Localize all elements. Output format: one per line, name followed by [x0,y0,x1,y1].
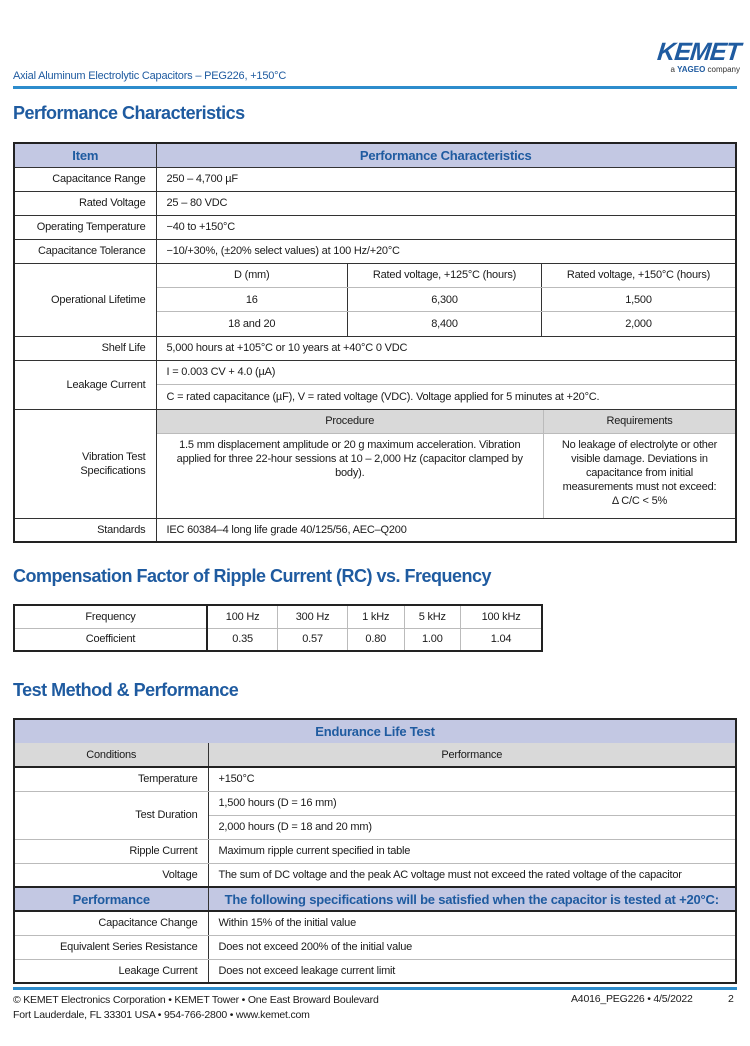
subtable-header: D (mm) [157,264,348,288]
row-label: Ripple Current [14,839,208,863]
table-row [14,959,736,983]
leakage-note: C = rated capacitance (µF), V = rated voltage (VDC). Voltage applied for 5 minutes at +20°C. [166,390,600,403]
row-value: Maximum ripple current specified in table [208,839,736,863]
subtable-cell: 6,300 [348,288,542,312]
row-label: Frequency [14,605,207,628]
coefficient-cell: 0.35 [207,628,278,651]
row-label: Shelf Life [14,336,156,360]
row-label: Capacitance Range [14,167,156,191]
row-label: Vibration Test Specifications [14,409,156,518]
page-number: 2 [728,993,734,1005]
frequency-cell: 5 kHz [404,605,461,628]
table-title: Endurance Life Test [14,719,736,743]
row-label: Operational Lifetime [14,263,156,336]
row-label: Equivalent Series Resistance [14,935,208,959]
row-label: Leakage Current [14,360,156,409]
subtable-cell: 16 [157,288,348,312]
row-label: Leakage Current [14,959,208,983]
row-value: 25 – 80 VDC [156,191,736,215]
row-value: 5,000 hours at +105°C or 10 years at +40°C 0 VDC [156,336,736,360]
column-header-performance: Performance Characteristics [156,143,736,167]
row-value: −40 to +150°C [156,215,736,239]
row-value: IEC 60384–4 long life grade 40/125/56, AEC–Q200 [156,518,736,542]
row-label: Voltage [14,863,208,887]
table-row-vibration [14,409,736,518]
table-row-lifetime [14,263,736,336]
row-label: Test Duration [14,791,208,839]
ripple-table [13,604,543,652]
row-label: Capacitance Tolerance [14,239,156,263]
frequency-cell: 100 kHz [461,605,542,628]
section-title-performance: Performance Characteristics [13,103,245,123]
row-value: Does not exceed leakage current limit [218,964,396,977]
frequency-cell: 1 kHz [347,605,404,628]
leakage-formula: I = 0.003 CV + 4.0 (µA) [157,361,736,385]
subtable-cell: 8,400 [348,312,542,336]
footer-divider [13,987,737,990]
row-value: 1,500 hours (D = 16 mm) [208,791,736,815]
header-divider [13,86,737,89]
subtable-header: Rated voltage, +150°C (hours) [542,264,736,288]
procedure-text: 1.5 mm displacement amplitude or 20 g maximum acceleration. Vibration applied for three 22-hour sessions at 10 – 2,000 Hz (capacitor clamped by body). [176,439,523,479]
section-title-test-method: Test Method & Performance [13,680,239,700]
table-row [14,935,736,959]
table-header-row [14,143,736,167]
logo-tagline: a YAGEO company [670,65,740,74]
row-value: Within 15% of the initial value [208,911,736,935]
document-title: Axial Aluminum Electrolytic Capacitors – PEG226, +150°C [13,70,287,82]
performance-header-text: The following specifications will be satisfied when the capacitor is tested at +20°C: [208,887,736,911]
coefficient-cell: 0.80 [347,628,404,651]
row-value: +150°C [208,767,736,791]
subtable-header: Rated voltage, +125°C (hours) [348,264,542,288]
column-header-procedure: Procedure [157,410,544,434]
coefficient-cell: 1.00 [404,628,461,651]
row-label: Capacitance Change [14,911,208,935]
table-row [14,336,736,360]
row-value: The sum of DC voltage and the peak AC voltage must not exceed the rated voltage of the capacitor [208,863,736,887]
coefficient-cell: 0.57 [278,628,348,651]
section-title-ripple: Compensation Factor of Ripple Current (RC) vs. Frequency [13,566,492,586]
requirements-text: No leakage of electrolyte or other visible damage. Deviations in capacitance from initial measurements must not exceed: Δ C/C < 5% [544,434,736,518]
subtable-cell: 1,500 [542,288,736,312]
row-value: 250 – 4,700 µF [156,167,736,191]
table-row [14,239,736,263]
performance-table [13,142,737,543]
table-row-leakage [14,360,736,409]
endurance-table [13,718,737,984]
frequency-row [14,605,542,628]
frequency-cell: 100 Hz [207,605,278,628]
table-row [14,839,736,863]
logo-wordmark: KEMET [656,38,742,66]
column-header-performance: Performance [208,743,736,767]
table-row [14,167,736,191]
row-label: Standards [14,518,156,542]
coefficient-row [14,628,542,651]
table-row [14,215,736,239]
kemet-logo [636,40,740,75]
subtable-cell: 18 and 20 [228,317,276,330]
column-header-item: Item [14,143,156,167]
row-value: Does not exceed 200% of the initial value [208,935,736,959]
footer-doc-code: A4016_PEG226 • 4/5/2022 [571,993,693,1005]
row-value: −10/+30%, (±20% select values) at 100 Hz/+20°C [156,239,736,263]
subtable-cell: 2,000 [542,312,736,336]
column-header-conditions: Conditions [14,743,208,767]
performance-header-label: Performance [14,887,208,911]
frequency-cell: 300 Hz [278,605,348,628]
table-row [14,911,736,935]
table-row [14,791,736,815]
lifetime-subtable [157,264,736,336]
table-row [14,863,736,887]
row-value: 2,000 hours (D = 18 and 20 mm) [208,815,736,839]
coefficient-cell: 1.04 [461,628,542,651]
row-label: Coefficient [85,633,136,646]
table-row [14,767,736,791]
footer-address: © KEMET Electronics Corporation • KEMET Tower • One East Broward Boulevard Fort Lauderdale, FL 33301 USA • 954-766-2800 • www.kemet.com [13,994,379,1021]
row-label: Rated Voltage [14,191,156,215]
column-header-requirements: Requirements [544,410,736,434]
table-row [14,191,736,215]
row-label: Operating Temperature [14,215,156,239]
row-label: Temperature [14,767,208,791]
table-row [14,518,736,542]
